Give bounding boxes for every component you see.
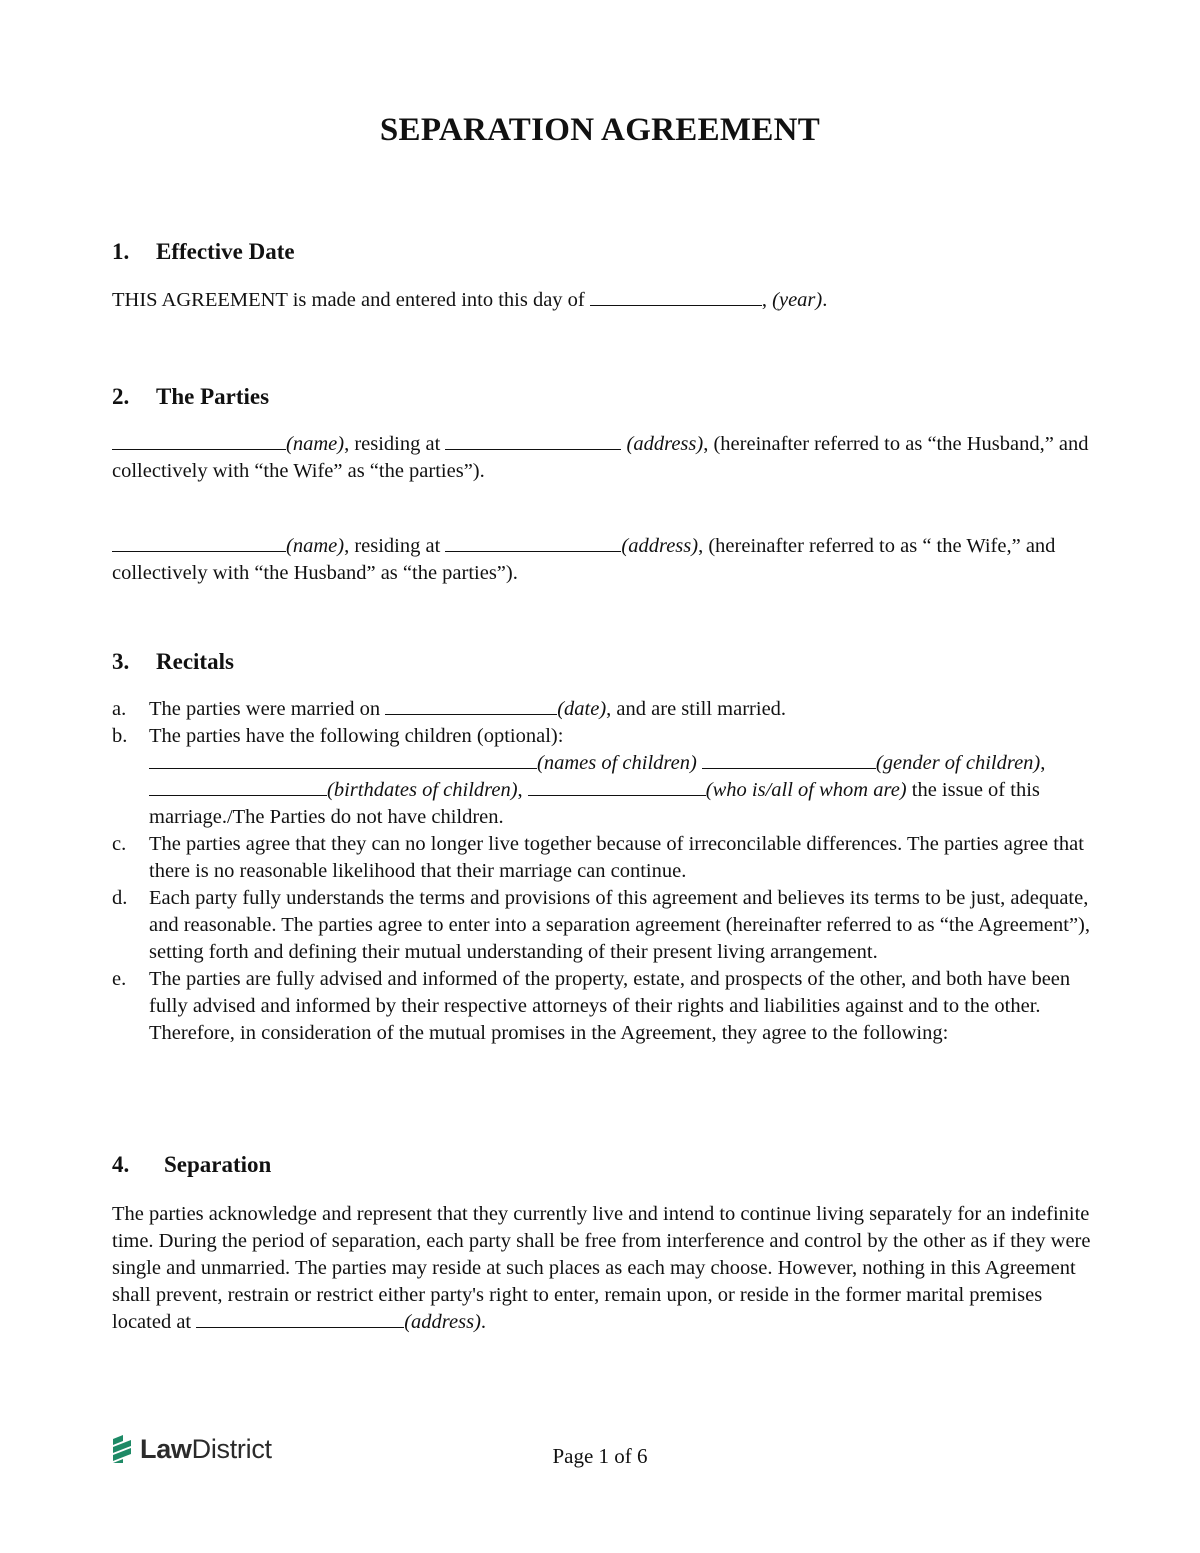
recital-e-text: The parties are fully advised and informed of the property, estate, and prospects of the other, and both have been fully advised and informed by their respective attorneys of their rights and liabilities against and to the other. Therefore, in consideration of the mutual promises in the Agreement, they agree to the following: xyxy=(149,968,1071,1044)
effective-date-paragraph: THIS AGREEMENT is made and entered into this day of , (year). xyxy=(112,289,828,311)
residing-text: , residing at xyxy=(344,535,441,557)
section-number: 2. xyxy=(112,384,130,409)
section-heading-parties xyxy=(112,384,269,410)
list-marker: e. xyxy=(112,968,127,990)
separation-text: The parties acknowledge and represent that they currently live and intend to continue living separately for an indefinite time. During the period of separation, each party shall be free from interference and control by the other as if they were single and unmarried. The parties may reside at such places as each may choose. However, nothing in this Agreement shall prevent, restrain or restrict either party's right to enter, remain upon, or reside in the former marital premises located at xyxy=(112,1203,1091,1333)
list-marker: d. xyxy=(112,887,128,909)
date-blank xyxy=(590,287,762,306)
logo-wordmark-rest: District xyxy=(191,1433,272,1464)
marriage-date-blank xyxy=(385,696,557,715)
section-heading-separation xyxy=(112,1152,271,1178)
section-title: Recitals xyxy=(156,649,234,674)
separation-paragraph: The parties acknowledge and represent that they currently live and intend to continue living separately for an indefinite time. During the period of separation, each party shall be free from interference and control by the other as if they were single and unmarried. The parties may reside at such places as each may choose. However, nothing in this Agreement shall prevent, restrain or restrict either party's right to enter, remain upon, or reside in the former marital premises located at (address). xyxy=(112,1203,1091,1333)
logo-wordmark-bold: Law xyxy=(140,1433,192,1464)
husband-rest-text: , (hereinafter referred to as “the Husband,” and collectively with “the Wife” as “the parties”). xyxy=(112,433,1089,482)
recital-item xyxy=(112,696,1092,723)
recital-item xyxy=(112,831,1092,885)
children-names-hint: (names of children) xyxy=(537,752,697,774)
list-marker: b. xyxy=(112,725,128,747)
address-hint: (address) xyxy=(626,433,704,455)
address-hint: (address) xyxy=(621,535,699,557)
recital-c-text: The parties agree that they can no longer live together because of irreconcilable differences. The parties agree that there is no reasonable likelihood that their marriage can continue. xyxy=(149,833,1084,882)
list-marker: a. xyxy=(112,698,127,720)
children-gender-blank xyxy=(702,750,876,769)
wife-name-blank xyxy=(112,533,286,552)
name-hint: (name) xyxy=(286,433,345,455)
children-names-blank xyxy=(149,750,537,769)
year-hint: (year) xyxy=(772,289,823,311)
recital-b-text: The parties have the following children (optional): xyxy=(149,725,564,747)
section-title: The Parties xyxy=(156,384,270,409)
list-marker: c. xyxy=(112,833,127,855)
wife-rest-text: , (hereinafter referred to as “ the Wife,” and collectively with “the Husband” as “the parties”). xyxy=(112,535,1056,584)
section-heading-recitals xyxy=(112,649,234,675)
page-number: Page 1 of 6 xyxy=(552,1444,648,1468)
recital-b-tail: the issue of this marriage./The Parties do not have children. xyxy=(149,779,1040,828)
children-whom-hint: (who is/all of whom are) xyxy=(705,779,907,801)
date-hint: (date) xyxy=(557,698,607,720)
name-hint: (name) xyxy=(286,535,345,557)
section-title: Effective Date xyxy=(156,239,295,264)
residing-text: , residing at xyxy=(344,433,441,455)
husband-name-blank xyxy=(112,431,286,450)
recitals-list xyxy=(112,696,1092,1047)
effective-date-text: THIS AGREEMENT is made and entered into this day of xyxy=(112,289,585,311)
premises-address-blank xyxy=(196,1309,404,1328)
section-heading-effective-date xyxy=(112,239,295,265)
husband-paragraph xyxy=(112,431,1092,485)
section-number: 3. xyxy=(112,649,130,674)
recital-item: b. The parties have the following children (optional): (names of children) (gender of children), (birthdates of children), (who is/all of whom are) the issue of this marriage./The Parties do not have children. xyxy=(112,725,1046,828)
wife-paragraph xyxy=(112,533,1092,587)
section-number: 4. xyxy=(112,1152,130,1177)
wife-address-blank xyxy=(445,533,621,552)
children-birthdates-hint: (birthdates of children) xyxy=(327,779,518,801)
section-title: Separation xyxy=(164,1152,272,1177)
recital-d-text: Each party fully understands the terms and provisions of this agreement and believes its terms to be just, adequate, and reasonable. The parties agree to enter into a separation agreement (hereinafter referred to as “the Agreement”), setting forth and defining their mutual understanding of their present living arrangement. xyxy=(149,887,1090,963)
husband-address-blank xyxy=(445,431,621,450)
children-gender-hint: (gender of children) xyxy=(875,752,1041,774)
recital-a-after: , and are still married. xyxy=(606,698,787,720)
children-whom-blank xyxy=(528,777,706,796)
recital-item xyxy=(112,885,1092,966)
children-birthdates-blank xyxy=(149,777,327,796)
recital-a-text: The parties were married on xyxy=(149,698,381,720)
section-number: 1. xyxy=(112,239,130,264)
address-hint: (address) xyxy=(404,1311,481,1333)
recital-item xyxy=(112,966,1092,1047)
document-title: SEPARATION AGREEMENT xyxy=(379,112,821,148)
